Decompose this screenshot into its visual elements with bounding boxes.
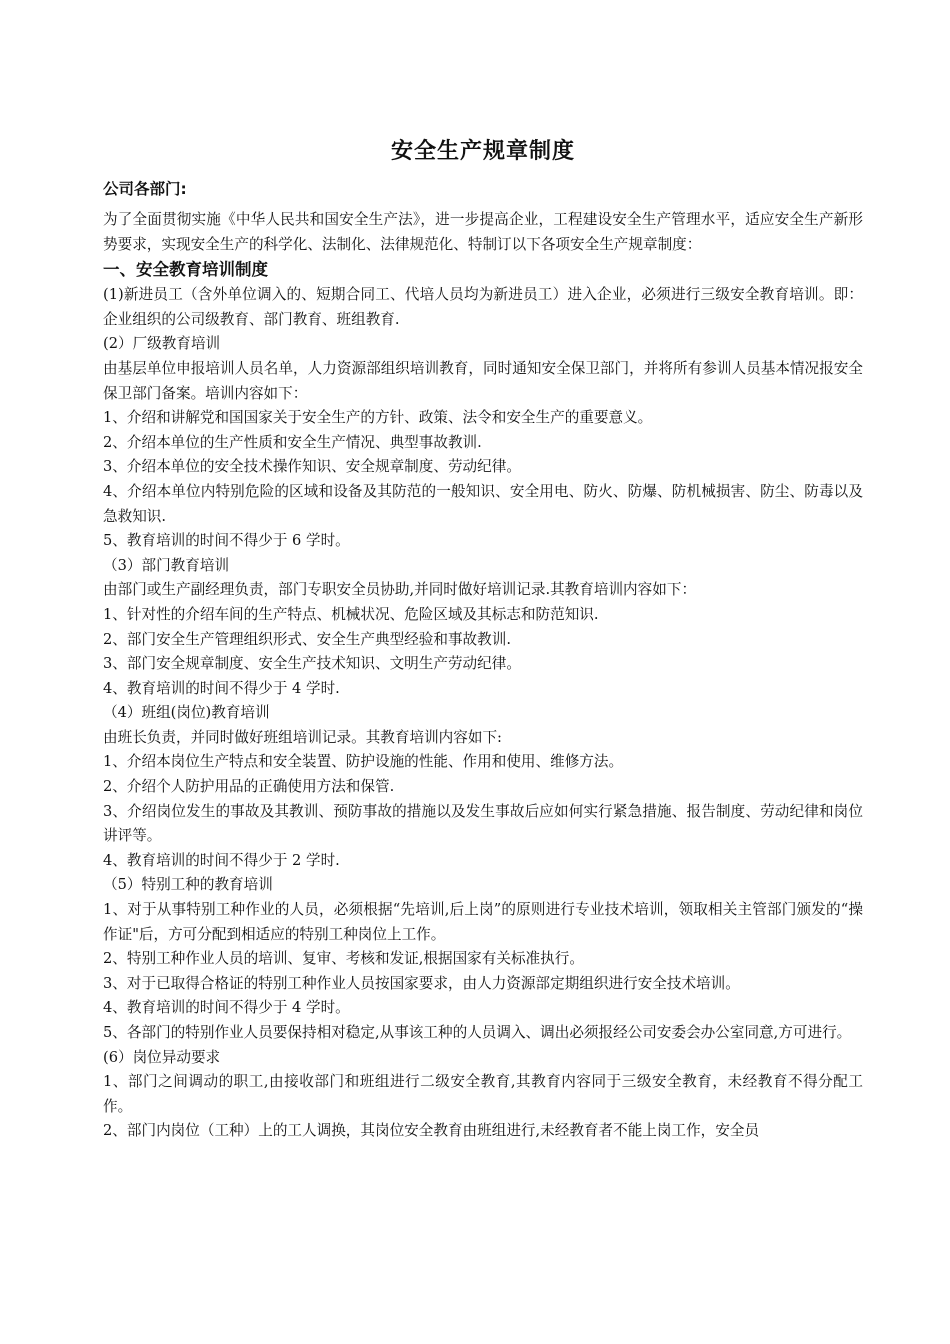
paragraph: 2、特别工种作业人员的培训、复审、考核和发证,根据国家有关标准执行。 xyxy=(103,950,584,968)
paragraph: 5、各部门的特别作业人员要保持相对稳定,从事该工种的人员调入、调出必须报经公司安委会办公室同意,方可进行。 xyxy=(103,1024,852,1041)
document-title: 安全生产规章制度 xyxy=(390,139,575,164)
paragraph: 4、教育培训的时间不得少于 4 学时。 xyxy=(103,999,350,1017)
paragraph: 2、介绍本单位的生产性质和安全生产情况、典型事故教训. xyxy=(103,433,482,451)
paragraph: (6）岗位异动要求 xyxy=(103,1048,221,1066)
paragraph: 5、教育培训的时间不得少于 6 学时。 xyxy=(103,532,350,550)
paragraph: （4）班组(岗位)教育培训 xyxy=(103,704,270,722)
paragraph: (1)新进员工（含外单位调入的、短期合同工、代培人员均为新进员工）进入企业，必须进行三级安全教育培训。即：企业组织的公司级教育、部门教育、班组教育. xyxy=(103,286,863,328)
paragraph: 1、针对性的介绍车间的生产特点、机械状况、危险区域及其标志和防范知识. xyxy=(103,605,599,623)
paragraph: 1、介绍本岗位生产特点和安全装置、防护设施的性能、作用和使用、维修方法。 xyxy=(103,753,624,771)
paragraph: 由部门或生产副经理负责，部门专职安全员协助,并同时做好培训记录.其教育培训内容如下： xyxy=(103,581,697,599)
paragraph: （5）特别工种的教育培训 xyxy=(103,876,273,894)
paragraph: 4、教育培训的时间不得少于 2 学时. xyxy=(103,851,340,869)
paragraph: 3、部门安全规章制度、安全生产技术知识、文明生产劳动纪律。 xyxy=(103,655,521,673)
document-page xyxy=(103,128,863,1144)
section-heading: 一、安全教育培训制度 xyxy=(103,260,268,280)
paragraph: （3）部门教育培训 xyxy=(103,556,230,574)
paragraph: 4、教育培训的时间不得少于 4 学时. xyxy=(103,679,340,697)
paragraph: 由班长负责，并同时做好班组培训记录。其教育培训内容如下: xyxy=(103,728,502,746)
paragraph: 1、介绍和讲解党和国国家关于安全生产的方针、政策、法令和安全生产的重要意义。 xyxy=(103,409,653,427)
paragraph: 1、对于从事特别工种作业的人员，必须根据“先培训,后上岗”的原则进行专业技术培训，领取相关主管部门颁发的“操作证"后，方可分配到相适应的特别工种岗位上工作。 xyxy=(103,901,863,943)
paragraph: 2、部门内岗位（工种）上的工人调换，其岗位安全教育由班组进行,未经教育者不能上岗工作，安全员 xyxy=(103,1122,760,1140)
paragraph: 1、部门之间调动的职工,由接收部门和班组进行二级安全教育,其教育内容同于三级安全教育，未经教育不得分配工作。 xyxy=(103,1073,863,1115)
paragraph: 4、介绍本单位内特别危险的区域和设备及其防范的一般知识、安全用电、防火、防爆、防机械损害、防尘、防毒以及急救知识. xyxy=(103,482,863,525)
paragraph: 3、对于已取得合格证的特别工种作业人员按国家要求，由人力资源部定期组织进行安全技术培训。 xyxy=(103,974,740,992)
paragraph: 3、介绍岗位发生的事故及其教训、预防事故的措施以及发生事故后应如何实行紧急措施、报告制度、劳动纪律和岗位讲评等。 xyxy=(103,802,863,845)
salutation: 公司各部门: xyxy=(103,180,187,198)
paragraph: 由基层单位申报培训人员名单，人力资源部组织培训教育，同时通知安全保卫部门，并将所有参训人员基本情况报安全保卫部门备案。培训内容如下： xyxy=(103,359,863,402)
paragraph: 2、介绍个人防护用品的正确使用方法和保管. xyxy=(103,778,395,796)
paragraph: 3、介绍本单位的安全技术操作知识、安全规章制度、劳动纪律。 xyxy=(103,458,521,476)
intro-paragraph: 为了全面贯彻实施《中华人民共和国安全生产法》，进一步提高企业，工程建设安全生产管理水平，适应安全生产新形势要求，实现安全生产的科学化、法制化、法律规范化、特制订以下各项安全生产规章制度： xyxy=(103,211,863,253)
paragraph: (2）厂级教育培训 xyxy=(103,335,221,353)
paragraph: 2、部门安全生产管理组织形式、安全生产典型经验和事故教训. xyxy=(103,630,511,648)
